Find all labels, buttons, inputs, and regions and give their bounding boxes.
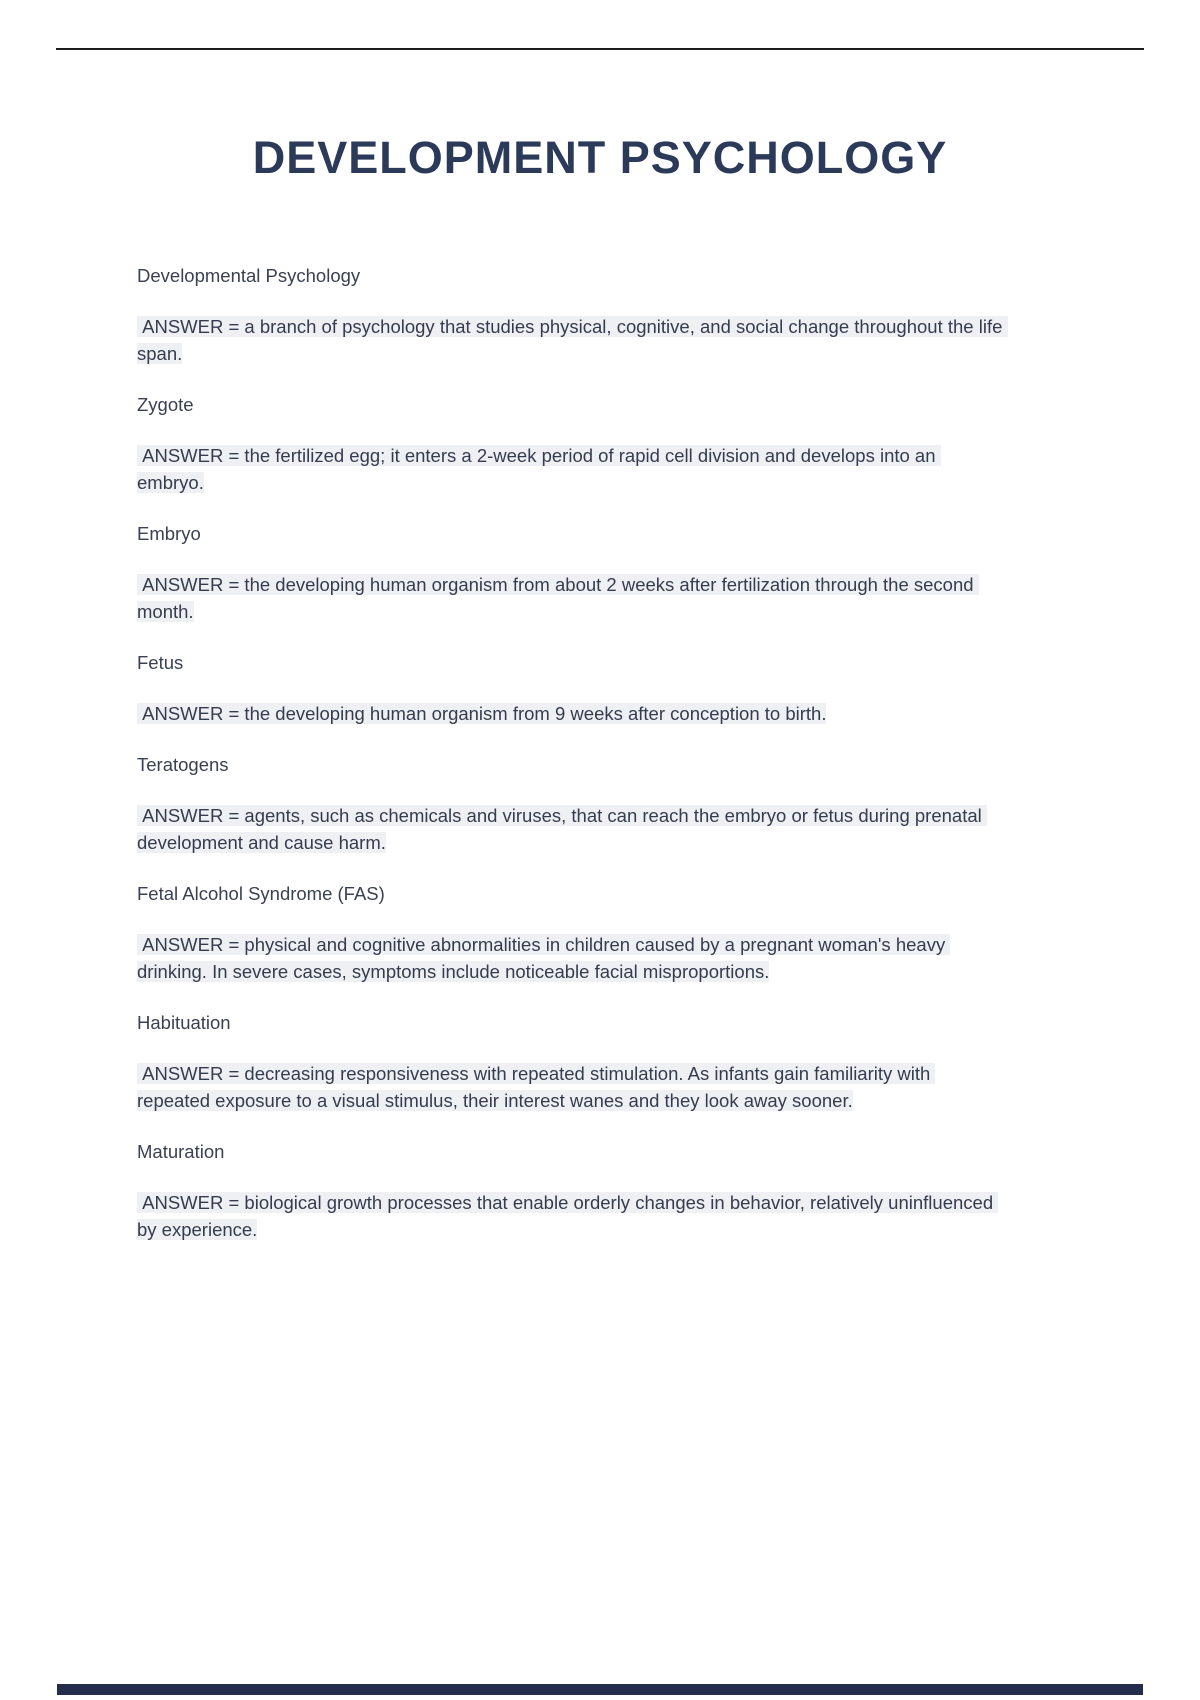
term-label: Habituation bbox=[137, 1012, 231, 1033]
term-label: Zygote bbox=[137, 394, 194, 415]
term-label: Teratogens bbox=[137, 754, 229, 775]
top-divider bbox=[56, 48, 1144, 50]
answer-highlight: ANSWER = the fertilized egg; it enters a 2-week period of rapid cell division and develops into an embryo. bbox=[137, 445, 941, 493]
page-title: DEVELOPMENT PSYCHOLOGY bbox=[252, 132, 948, 183]
answer-highlight: ANSWER = physical and cognitive abnormalities in children caused by a pregnant woman's heavy drinking. In severe cases, symptoms include noticeable facial misproportions. bbox=[137, 934, 951, 982]
flashcard-list bbox=[137, 262, 1007, 1267]
answer-text bbox=[137, 571, 1007, 625]
term-label: Maturation bbox=[137, 1141, 225, 1162]
flashcard-entry bbox=[137, 1009, 1007, 1114]
answer-highlight: ANSWER = a branch of psychology that studies physical, cognitive, and social change throughout the life span. bbox=[137, 316, 1008, 364]
answer-text bbox=[137, 802, 1007, 856]
bottom-divider bbox=[57, 1684, 1143, 1695]
answer-highlight: ANSWER = decreasing responsiveness with repeated stimulation. As infants gain familiarity with repeated exposure to a visual stimulus, their interest wanes and they look away sooner. bbox=[137, 1063, 936, 1111]
flashcard-entry bbox=[137, 880, 1007, 985]
answer-highlight: ANSWER = agents, such as chemicals and viruses, that can reach the embryo or fetus during prenatal development and cause harm. bbox=[137, 805, 987, 853]
flashcard-entry bbox=[137, 649, 1007, 727]
term-label: Developmental Psychology bbox=[137, 265, 361, 286]
flashcard-entry bbox=[137, 1138, 1007, 1243]
flashcard-entry bbox=[137, 262, 1007, 367]
answer-text bbox=[137, 313, 1007, 367]
flashcard-entry bbox=[137, 391, 1007, 496]
flashcard-entry bbox=[137, 520, 1007, 625]
answer-highlight: ANSWER = biological growth processes that enable orderly changes in behavior, relatively uninfluenced by experience. bbox=[137, 1192, 999, 1240]
answer-text bbox=[137, 442, 1007, 496]
answer-highlight: ANSWER = the developing human organism from 9 weeks after conception to birth. bbox=[137, 703, 827, 724]
answer-text bbox=[137, 700, 1007, 727]
term-label: Fetus bbox=[137, 652, 184, 673]
answer-highlight: ANSWER = the developing human organism from about 2 weeks after fertilization through the second month. bbox=[137, 574, 979, 622]
flashcard-entry bbox=[137, 751, 1007, 856]
answer-text bbox=[137, 1189, 1007, 1243]
answer-text bbox=[137, 1060, 1007, 1114]
answer-text bbox=[137, 931, 1007, 985]
term-label: Embryo bbox=[137, 523, 201, 544]
term-label: Fetal Alcohol Syndrome (FAS) bbox=[137, 883, 385, 904]
